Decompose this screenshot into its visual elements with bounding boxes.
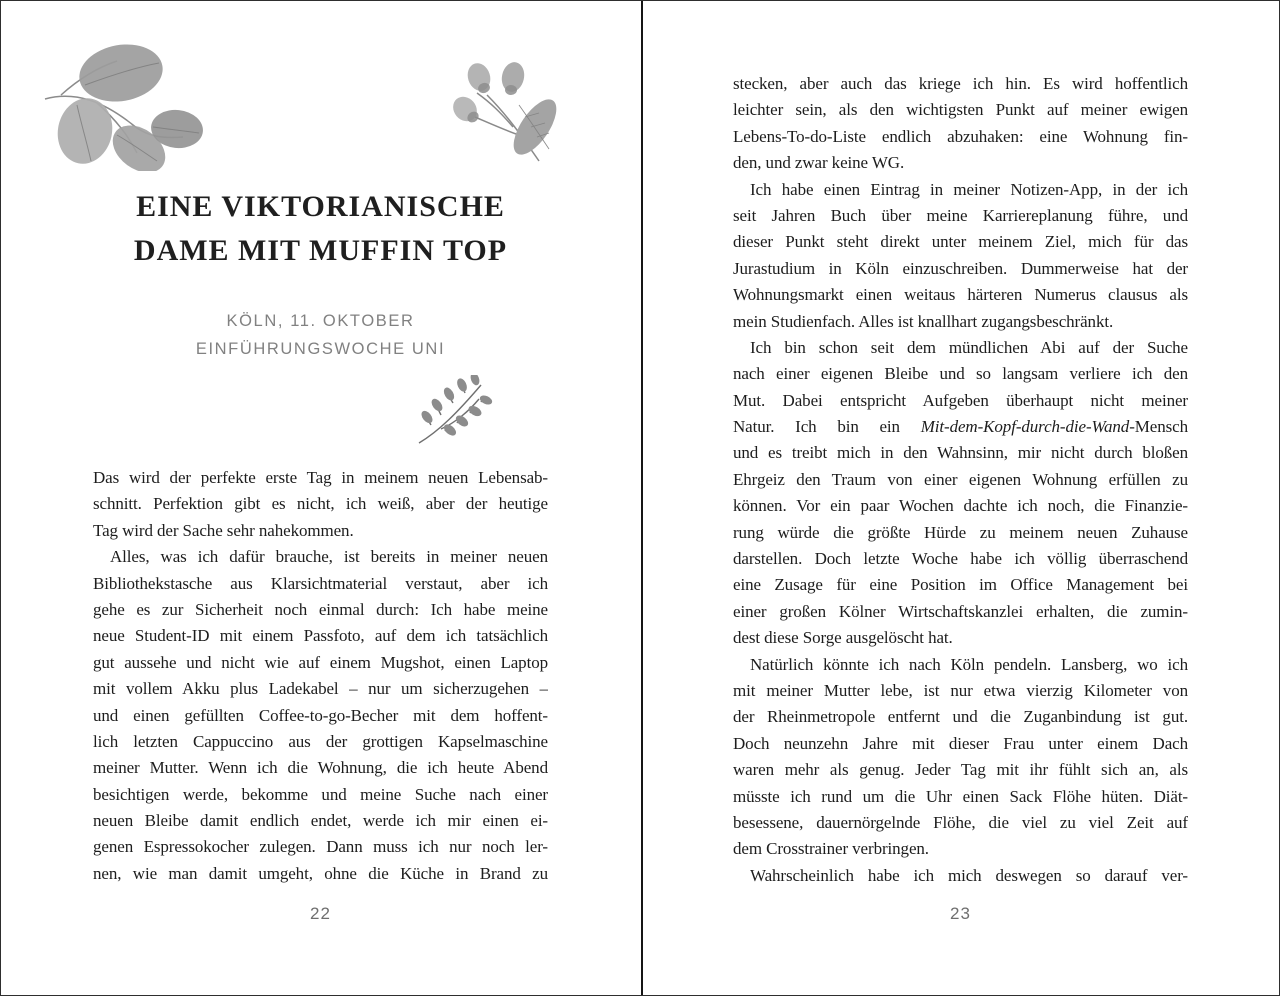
chapter-title-line2: DAME MIT MUFFIN TOP	[133, 234, 508, 267]
watercolor-bud-sprig-illustration	[449, 51, 563, 165]
page-number-right: 23	[950, 904, 971, 923]
body-line: Tag wird der Sache sehr nahekommen.	[93, 520, 354, 540]
body-line: lich letzten Cappuccino aus der grottigen Kapselmaschine	[93, 731, 548, 751]
body-line: neuen Bleibe damit endlich endet, werde ich mir einen ei-	[93, 811, 548, 831]
body-line: müsste ich rund um die Uhr einen Sack Flöhe hüten. Diät-	[733, 786, 1188, 806]
body-line: Wahrscheinlich habe ich mich deswegen so darauf ver-	[750, 865, 1188, 885]
body-line: schnitt. Perfektion gibt es nicht, ich weiß, aber der heutige	[93, 494, 548, 514]
chapter-subtitle-line1: KÖLN, 11. OKTOBER	[226, 312, 415, 330]
body-line: Doch neunzehn Jahre mit dieser Frau unter einem Dach	[733, 733, 1188, 753]
body-line: Alles, was ich dafür brauche, ist bereits in meiner neuen	[110, 547, 548, 567]
body-line: dem Crosstrainer verbringen.	[733, 839, 929, 859]
watercolor-leaf-branch-illustration	[41, 29, 207, 171]
body-line: Natur. Ich bin ein Mit-dem-Kopf-durch-die-Wand-Mensch	[733, 417, 1188, 437]
chapter-subtitle-line2: EINFÜHRUNGSWOCHE UNI	[195, 340, 446, 358]
body-line: waren mehr als genug. Jeder Tag mit ihr fühlt sich an, als	[733, 760, 1188, 780]
body-line: Jurastudium in Köln einzuschreiben. Dummerweise hat der	[733, 258, 1188, 278]
body-line: der Rheinmetropole entfernt und die Zuganbindung ist gut.	[733, 707, 1188, 727]
chapter-title-line1: EINE VIKTORIANISCHE	[136, 190, 505, 223]
body-line: darstellen. Doch letzte Woche habe ich völlig überraschend	[733, 549, 1188, 569]
body-line: Ich habe einen Eintrag in meiner Notizen-App, in der ich	[750, 179, 1188, 199]
body-line: rung würde die größte Hürde zu meinem neuen Zuhause	[733, 522, 1188, 542]
page-22-body	[93, 465, 548, 887]
body-line: können. Vor ein paar Wochen dachte ich noch, die Finanzie-	[733, 496, 1188, 516]
page-23-body	[733, 71, 1188, 889]
body-line: Mut. Dabei entspricht Aufgeben überhaupt nicht meiner	[733, 390, 1188, 410]
body-line: mit vollem Akku plus Ladekabel – nur um sicherzugehen –	[93, 679, 548, 699]
body-line: gehe es zur Sicherheit noch einmal durch: Ich habe meine	[93, 599, 548, 619]
body-line: stecken, aber auch das kriege ich hin. Es wird hoffentlich	[733, 74, 1188, 93]
watercolor-seed-sprig-illustration	[413, 375, 495, 449]
body-line: nach einer eigenen Bleibe und so langsam verliere ich den	[733, 364, 1188, 384]
body-line: und es treibt mich in den Wahnsinn, mir nicht durch bloßen	[733, 443, 1188, 463]
right-page	[643, 1, 1280, 995]
body-line: gut aussehe und nicht wie auf einem Mugshot, einen Laptop	[93, 652, 548, 672]
body-line: besichtigen werde, bekomme und meine Suche nach einer	[93, 784, 548, 804]
body-line: genen Espressokocher zulegen. Dann muss ich nur noch ler-	[93, 837, 548, 857]
page-number-left: 22	[310, 904, 331, 923]
body-line: mit meiner Mutter lebe, ist nur etwa vierzig Kilometer von	[733, 680, 1188, 700]
body-line: seit Jahren Buch über meine Karriereplanung führe, und	[733, 205, 1188, 225]
body-line: meiner Mutter. Wenn ich die Wohnung, die ich heute Abend	[93, 758, 548, 778]
body-line: und einen gefüllten Coffee-to-go-Becher mit dem hoffent-	[93, 705, 548, 725]
body-line: dest diese Sorge ausgelöscht hat.	[733, 628, 953, 648]
body-line: einer großen Kölner Wirtschaftskanzlei erhalten, die zumin-	[733, 601, 1188, 621]
body-line: nen, wie man damit umgeht, ohne die Küche in Brand zu	[93, 863, 548, 883]
body-line: Ich bin schon seit dem mündlichen Abi auf der Suche	[750, 337, 1188, 357]
body-line: Wohnungsmarkt einen weitaus härteren Numerus clausus als	[733, 285, 1188, 305]
body-line: Ehrgeiz den Traum von einer eigenen Wohnung erfüllen zu	[733, 469, 1188, 489]
body-line: leichter sein, als den wichtigsten Punkt auf meiner ewigen	[733, 100, 1188, 120]
body-line: besessene, dauernörgelnde Flöhe, die viel zu viel Zeit auf	[733, 812, 1188, 832]
left-page	[1, 1, 642, 995]
body-line: Natürlich könnte ich nach Köln pendeln. Lansberg, wo ich	[750, 654, 1188, 674]
body-line: Das wird der perfekte erste Tag in meinem neuen Lebensab-	[93, 468, 548, 487]
body-line: mein Studienfach. Alles ist knallhart zugangsbeschränkt.	[733, 311, 1114, 331]
body-line: Lebens-To-do-Liste endlich abzuhaken: eine Wohnung fin-	[733, 126, 1188, 146]
body-line: Bibliothekstasche aus Klarsichtmaterial verstaut, aber ich	[93, 573, 548, 593]
chapter-subtitle	[93, 307, 548, 363]
chapter-title	[93, 185, 548, 273]
body-line: den, und zwar keine WG.	[733, 153, 905, 173]
body-line: dieser Punkt steht direkt unter meinem Ziel, mich für das	[733, 232, 1188, 252]
body-line: eine Zusage für eine Position im Office Management bei	[733, 575, 1188, 595]
body-line: neue Student-ID mit einem Passfoto, auf dem ich tatsächlich	[93, 626, 548, 646]
